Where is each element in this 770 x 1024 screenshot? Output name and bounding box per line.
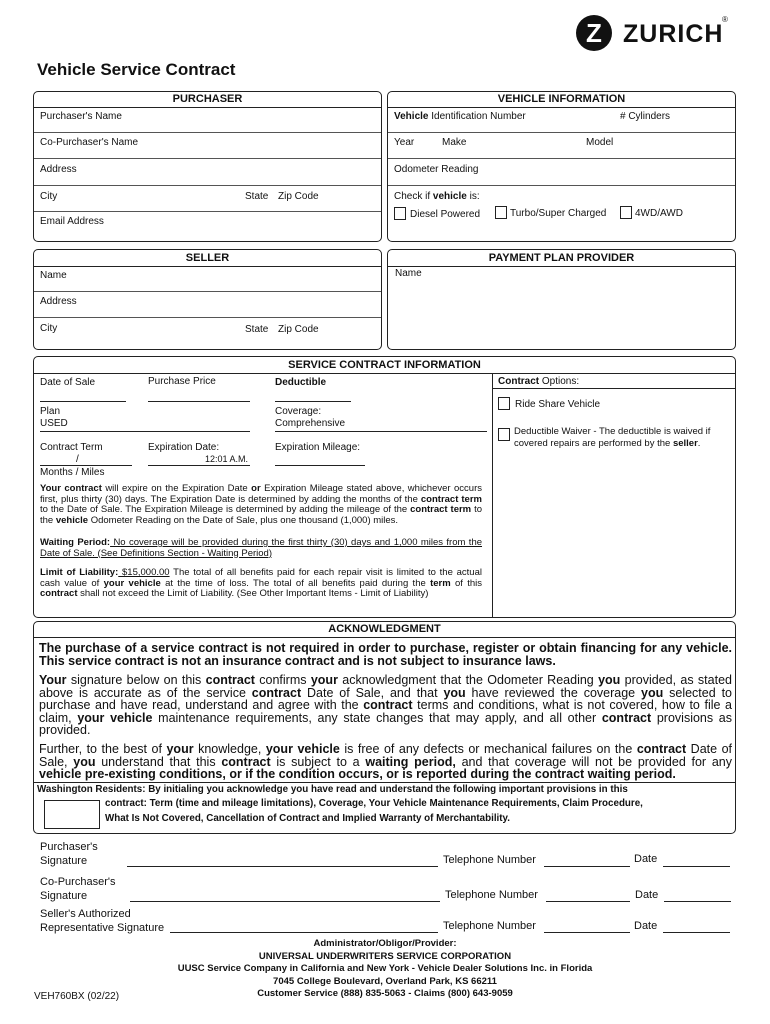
vehicle-check-label: Check if vehicle is: <box>394 191 480 202</box>
co-purchaser-telephone-label: Telephone Number <box>445 889 538 901</box>
footer-line-3: UUSC Service Company in California and New York - Vehicle Dealer Solutions Inc. in Florida <box>177 963 593 975</box>
coverage-label: Coverage: <box>275 406 322 417</box>
turbo-checkbox[interactable] <box>495 206 507 219</box>
rideshare-checkbox[interactable] <box>498 397 510 410</box>
registered-mark: ® <box>722 15 728 24</box>
vehicle-info-heading: VEHICLE INFORMATION <box>497 93 626 105</box>
purchase-price-field[interactable]: Purchase Price <box>148 376 216 387</box>
zurich-z-mark-icon: Z <box>576 15 612 51</box>
footer-line-4: 7045 College Boulevard, Overland Park, KS 66211 <box>273 975 497 987</box>
payment-plan-name-field[interactable]: Name <box>395 268 422 279</box>
seller-city-field[interactable]: City <box>40 323 58 334</box>
co-purchaser-signature-label: Co-Purchaser's Signature <box>40 876 116 902</box>
seller-address-field[interactable]: Address <box>40 296 77 307</box>
purchaser-name-field[interactable]: Purchaser's Name <box>40 111 122 122</box>
purchaser-telephone-line[interactable] <box>544 866 630 867</box>
zurich-logo <box>576 15 746 51</box>
coverage-value: Comprehensive <box>275 418 346 429</box>
form-code: VEH760BX (02/22) <box>34 991 120 1002</box>
co-purchaser-telephone-line[interactable] <box>546 901 630 902</box>
diesel-checkbox[interactable] <box>394 207 406 220</box>
plan-label: Plan <box>40 406 61 417</box>
seller-heading: SELLER <box>185 252 230 264</box>
waiting-period-paragraph: Waiting Period: No coverage will be provided during the first thirty (30) days and 1,000 miles from the Date of Sale. (See Definitions Section - Waiting Period) <box>40 537 483 559</box>
contract-options-label: Contract Options: <box>498 376 580 387</box>
plan-value: USED <box>40 418 68 429</box>
footer-line-1: Administrator/Obligor/Provider: <box>313 938 457 949</box>
seller-name-field[interactable]: Name <box>40 270 67 281</box>
awd-label: 4WD/AWD <box>635 208 683 219</box>
seller-zip-field[interactable]: Zip Code <box>278 324 319 335</box>
term-slash: / <box>76 454 79 465</box>
co-purchaser-name-field[interactable]: Co-Purchaser's Name <box>40 137 139 148</box>
purchaser-state-field[interactable]: State <box>245 191 269 202</box>
purchaser-date-label: Date <box>634 853 658 865</box>
seller-telephone-line[interactable] <box>544 932 630 933</box>
co-purchaser-date-label: Date <box>635 889 659 901</box>
turbo-label: Turbo/Super Charged <box>510 208 607 219</box>
payment-plan-box <box>387 249 736 350</box>
seller-state-field[interactable]: State <box>245 324 269 335</box>
odometer-field[interactable]: Odometer Reading <box>394 164 479 175</box>
purchaser-telephone-label: Telephone Number <box>443 854 536 866</box>
expiration-time: 12:01 A.M. <box>205 454 249 464</box>
co-purchaser-signature-line[interactable] <box>130 901 440 902</box>
payment-plan-heading: PAYMENT PLAN PROVIDER <box>488 252 635 264</box>
document-title: Vehicle Service Contract <box>37 60 236 79</box>
acknowledgment-heading: ACKNOWLEDGMENT <box>328 623 441 635</box>
deductible-field[interactable]: Deductible <box>275 377 327 388</box>
footer-line-5: Customer Service (888) 835-5063 - Claims (800) 643-9059 <box>257 988 513 1000</box>
purchaser-heading: PURCHASER <box>172 93 243 105</box>
expiration-date-field[interactable]: Expiration Date: <box>148 442 220 453</box>
expiration-mileage-field[interactable]: Expiration Mileage: <box>275 442 361 453</box>
seller-date-line[interactable] <box>663 932 730 933</box>
purchaser-date-line[interactable] <box>663 866 730 867</box>
footer-line-2: UNIVERSAL UNDERWRITERS SERVICE CORPORATION <box>258 950 512 962</box>
purchaser-signature-label: Purchaser's Signature <box>40 841 98 867</box>
seller-box <box>33 249 382 350</box>
acknowledgment-lead: The purchase of a service contract is not required in order to purchase, register or obtain financing for any vehicle. This service contract is not an insurance contract and is not subject to insurance laws. <box>39 641 732 668</box>
seller-signature-label: Seller's Authorized Representative Signature <box>40 908 165 934</box>
year-field[interactable]: Year <box>394 137 415 148</box>
service-contract-heading: SERVICE CONTRACT INFORMATION <box>288 359 481 371</box>
acknowledgment-paragraph-2: Further, to the best of your knowledge, your vehicle is free of any defects or mechanical failures on the contract Date of Sale, you understand that this contract is subject to a waiting period, and that coverage will not be provided for any vehicle pre-existing conditions, or if the condition occurs, or is reported during the contract waiting period. <box>39 742 733 782</box>
vin-field[interactable]: Vehicle Identification Number <box>394 111 526 122</box>
acknowledgment-paragraph-1: Your signature below on this contract confirms your acknowledgment that the Odometer Reading you provided, as stated above is accurate as of the service contract Date of Sale, and that you have reviewed the coverage you selected to purchase and have read, understand and agree with the contract terms and conditions, what is not covered, how to file a claim, your vehicle maintenance requirements, any state changes that may apply, and all other contract provisions as provided. <box>39 673 732 738</box>
purchaser-email-field[interactable]: Email Address <box>40 216 104 227</box>
washington-residents-line-1: Washington Residents: By initialing you acknowledge you have read and understand the following important provisions in this <box>37 784 628 795</box>
deductible-waiver-label: Deductible Waiver - The deductible is waived if covered repairs are performed by the seller. <box>514 426 711 449</box>
contract-expiry-paragraph: Your contract will expire on the Expiration Date or Expiration Mileage stated above, whichever occurs first, plus thirty (30) days. The Expiration Date is determined by adding the months of the contract term to the Date of Sale. The Expiration Mileage is determined by adding the mileage of the contract term to the vehicle Odometer Reading on the Date of Sale, plus one thousand (1,000) miles. <box>40 483 482 526</box>
co-purchaser-date-line[interactable] <box>664 901 731 902</box>
deductible-waiver-checkbox[interactable] <box>498 428 510 441</box>
seller-signature-line[interactable] <box>170 932 438 933</box>
awd-checkbox[interactable] <box>620 206 632 219</box>
purchaser-address-field[interactable]: Address <box>40 164 77 175</box>
zurich-wordmark: ZURICH <box>623 20 724 48</box>
purchaser-zip-field[interactable]: Zip Code <box>278 191 319 202</box>
make-field[interactable]: Make <box>442 137 467 148</box>
model-field[interactable]: Model <box>586 137 614 148</box>
date-of-sale-field[interactable]: Date of Sale <box>40 377 96 388</box>
seller-telephone-label: Telephone Number <box>443 920 536 932</box>
rideshare-label: Ride Share Vehicle <box>515 399 601 410</box>
limit-of-liability-paragraph: Limit of Liability: $15,000.00 The total of all benefits paid for each repair visit is limited to the actual cash value of your vehicle at the time of loss. The total of all benefits paid during the term of this contract shall not exceed the Limit of Liability. (See Other Important Items - Limit of Liability) <box>40 567 482 600</box>
cylinders-field[interactable]: # Cylinders <box>620 111 671 122</box>
diesel-label: Diesel Powered <box>410 209 481 220</box>
months-miles-label: Months / Miles <box>40 467 105 478</box>
washington-residents-line-2: contract: Term (time and mileage limitations), Coverage, Your Vehicle Maintenance Requirements, Claim Procedure, <box>105 798 643 809</box>
contract-term-field[interactable]: Contract Term <box>40 442 103 453</box>
washington-residents-line-3: What Is Not Covered, Cancellation of Contract and Implied Warranty of Merchantability. <box>105 813 510 824</box>
purchaser-city-field[interactable]: City <box>40 191 58 202</box>
purchaser-signature-line[interactable] <box>127 866 438 867</box>
washington-initials-box[interactable] <box>44 800 100 829</box>
seller-date-label: Date <box>634 920 658 932</box>
